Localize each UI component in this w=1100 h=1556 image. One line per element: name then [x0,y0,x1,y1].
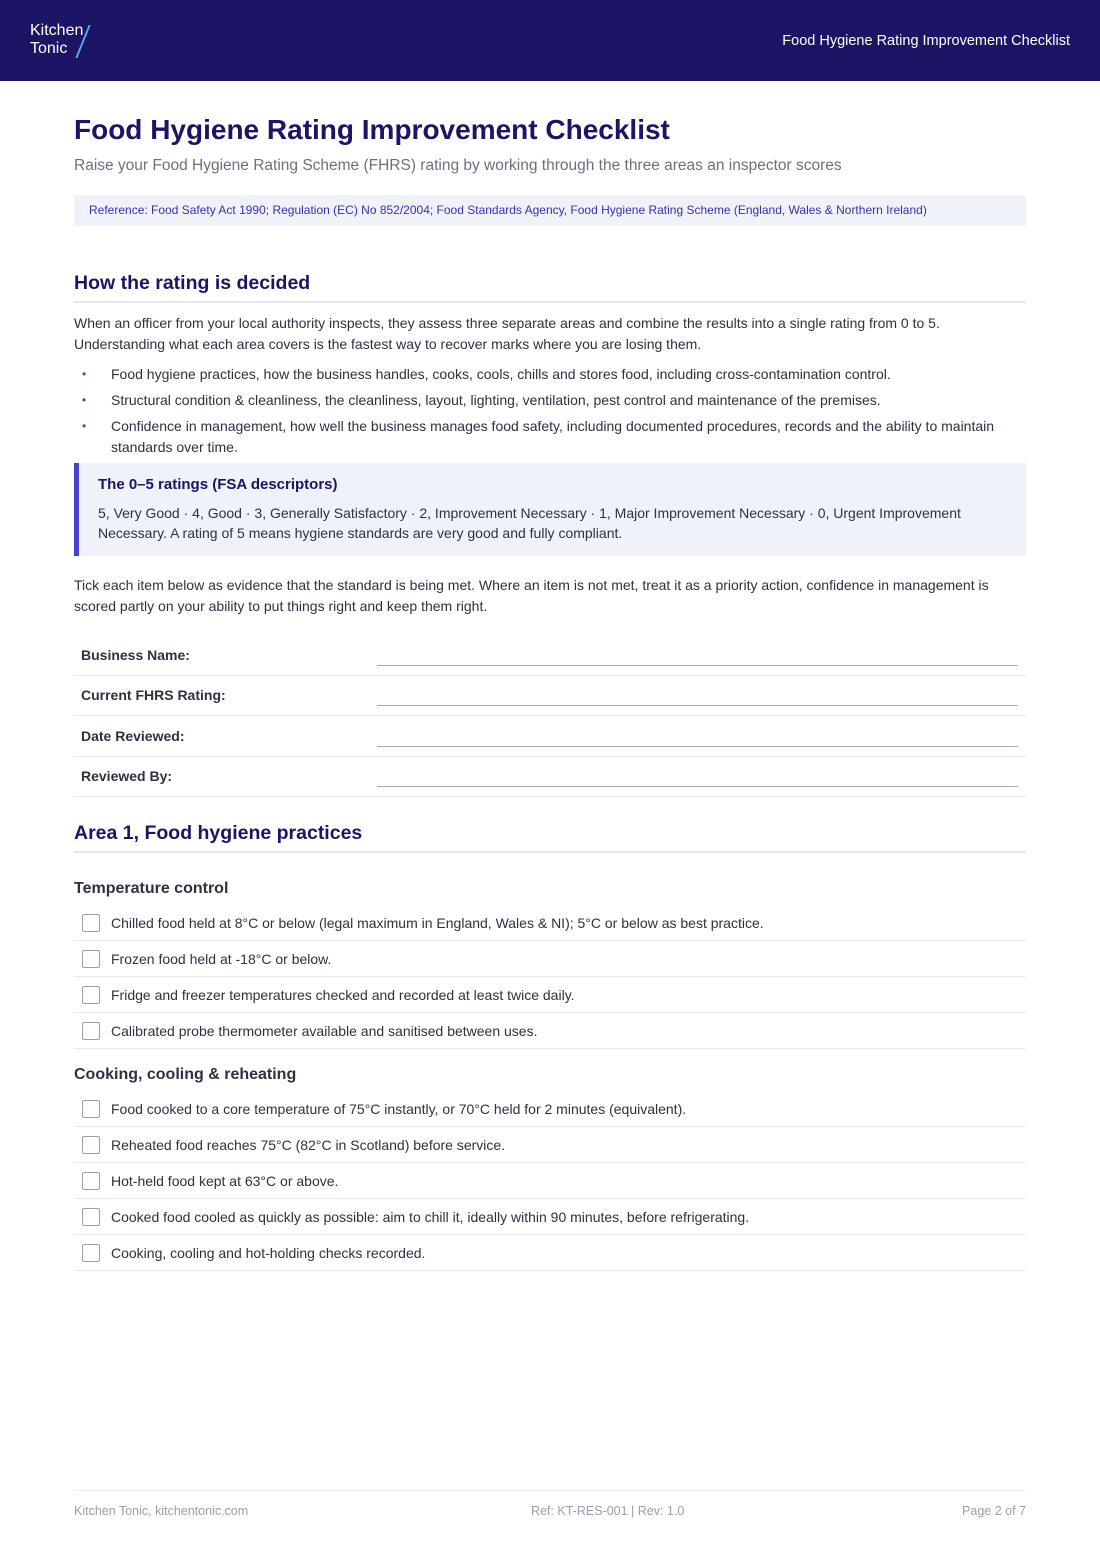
checkbox[interactable] [82,1244,100,1262]
checklist-item [74,1127,1026,1163]
inspection-areas-list [74,364,1026,458]
checkbox[interactable] [82,914,100,932]
page-header [0,0,1100,81]
bullet-icon: • [82,419,87,433]
checkbox[interactable] [82,986,100,1004]
field-label: Business Name: [81,646,190,663]
field-row-business-name [74,635,1026,676]
checklist-item-text: Cooking, cooling and hot-holding checks recorded. [111,1244,426,1261]
checkbox[interactable] [82,1100,100,1118]
field-row-date-reviewed [74,716,1026,757]
current-rating-field[interactable] [377,684,1018,706]
temperature-control-checklist [74,905,1026,1049]
checklist-item [74,1163,1026,1199]
reference-note: Reference: Food Safety Act 1990; Regulation (EC) No 852/2004; Food Standards Agency, Food Hygiene Rating Scheme (England, Wales & Northern Ireland) [74,195,1026,226]
checklist-item [74,1091,1026,1127]
date-reviewed-field[interactable] [377,725,1018,747]
field-label: Reviewed By: [81,768,173,785]
business-name-field[interactable] [377,644,1018,666]
checkbox[interactable] [82,1172,100,1190]
bullet-text: Food hygiene practices, how the business handles, cooks, cools, chills and stores food, including cross-contamination control. [111,366,891,382]
checklist-item [74,1235,1026,1271]
checklist-item [74,977,1026,1013]
callout-text: 5, Very Good · 4, Good · 3, Generally Satisfactory · 2, Improvement Necessary · 1, Major Improvement Necessary · 0, Urgent Improvement Necessary. A rating of 5 means hygiene standards are very good and fully compliant. [98,505,961,541]
list-item [74,416,1026,458]
header-title: Food Hygiene Rating Improvement Checklist [782,33,1070,49]
checkbox[interactable] [82,1022,100,1040]
subheading-temperature-control: Temperature control [74,880,229,897]
page-footer [74,1490,1026,1530]
logo-line-2: Tonic [30,40,68,57]
section-heading-rating: How the rating is decided [74,271,1026,303]
document-title: Food Hygiene Rating Improvement Checklist [74,114,670,145]
footer-reference: Ref: KT-RES-001 | Rev: 1.0 [531,1504,685,1518]
bullet-icon: • [82,393,87,407]
checkbox[interactable] [82,1208,100,1226]
kitchen-tonic-logo [30,22,83,58]
field-row-reviewed-by [74,757,1026,798]
rating-intro-paragraph: When an officer from your local authority inspects, they assess three separate areas and combine the results into a single rating from 0 to 5. Understanding what each area covers is the fastest way to recover marks where you are losing them. [74,315,940,352]
section-heading-area-1: Area 1, Food hygiene practices [74,821,1026,853]
cooking-cooling-checklist [74,1091,1026,1271]
list-item [74,390,1026,411]
checklist-item [74,1199,1026,1235]
checklist-item-text: Frozen food held at -18°C or below. [111,950,332,967]
instruction-paragraph: Tick each item below as evidence that the standard is being met. Where an item is not met, treat it as a priority action, confidence in management is scored partly on your ability to put things right and keep them right. [74,577,989,614]
page-content [74,112,1026,1271]
checklist-item-text: Reheated food reaches 75°C (82°C in Scotland) before service. [111,1136,506,1153]
checklist-item-text: Calibrated probe thermometer available and sanitised between uses. [111,1022,538,1039]
bullet-text: Structural condition & cleanliness, the cleanliness, layout, lighting, ventilation, pest control and maintenance of the premises. [111,392,881,408]
ratings-callout [74,463,1026,556]
field-label: Current FHRS Rating: [81,687,226,704]
field-row-current-rating [74,676,1026,717]
checkbox[interactable] [82,1136,100,1154]
field-label: Date Reviewed: [81,727,185,744]
checkbox[interactable] [82,950,100,968]
document-subtitle: Raise your Food Hygiene Rating Scheme (FHRS) rating by working through the three areas an inspector scores [74,157,842,174]
logo-line-1: Kitchen [30,22,84,39]
callout-title: The 0–5 ratings (FSA descriptors) [98,476,338,493]
footer-site: Kitchen Tonic, kitchentonic.com [74,1504,249,1518]
checklist-item-text: Hot-held food kept at 63°C or above. [111,1172,339,1189]
checklist-item [74,941,1026,977]
checklist-item-text: Fridge and freezer temperatures checked and recorded at least twice daily. [111,986,575,1003]
checklist-item-text: Food cooked to a core temperature of 75°C instantly, or 70°C held for 2 minutes (equivalent). [111,1100,687,1117]
subheading-cooking-cooling: Cooking, cooling & reheating [74,1066,297,1083]
checklist-item [74,905,1026,941]
reviewed-by-field[interactable] [377,765,1018,787]
list-item [74,364,1026,385]
bullet-icon: • [82,367,87,381]
bullet-text: Confidence in management, how well the business manages food safety, including documented procedures, records and the ability to maintain standards over time. [111,418,995,455]
checklist-item [74,1013,1026,1049]
review-details-form [74,635,1026,797]
footer-page-number: Page 2 of 7 [962,1504,1026,1518]
checklist-item-text: Chilled food held at 8°C or below (legal maximum in England, Wales & NI); 5°C or below as best practice. [111,914,764,931]
checklist-item-text: Cooked food cooled as quickly as possible: aim to chill it, ideally within 90 minutes, before refrigerating. [111,1208,750,1225]
